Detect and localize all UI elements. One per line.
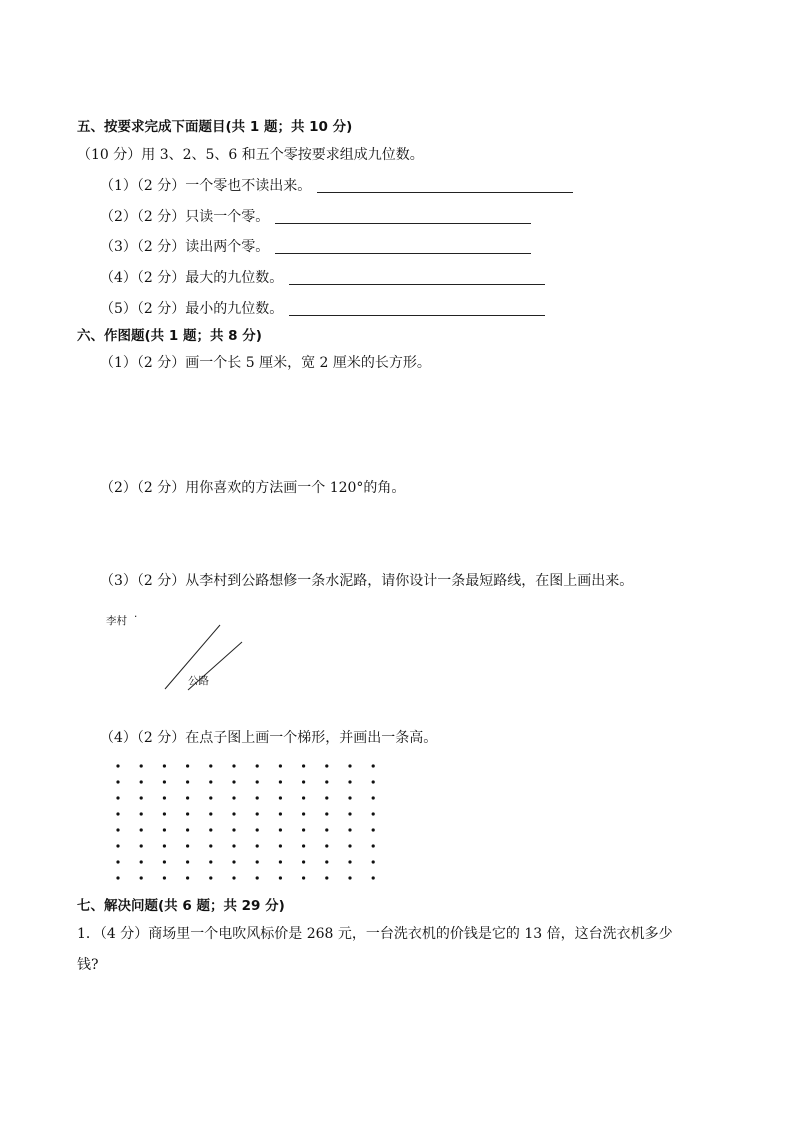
- grid-dot: [232, 860, 235, 863]
- village-label: 李村: [106, 615, 127, 627]
- grid-dot: [116, 796, 119, 799]
- section5-item-5: [100, 299, 545, 319]
- grid-dot: [209, 764, 212, 767]
- grid-dot: [140, 812, 143, 815]
- grid-dot: [302, 812, 305, 815]
- grid-dot: [232, 876, 235, 879]
- grid-dot: [279, 796, 282, 799]
- grid-dot: [209, 796, 212, 799]
- question-label: （5）（2 分）最小的九位数。: [100, 301, 284, 317]
- grid-dot: [256, 844, 259, 847]
- section5-heading: 五、按要求完成下面题目(共 1 题；共 10 分): [77, 119, 353, 135]
- grid-dot: [116, 812, 119, 815]
- grid-dot: [116, 780, 119, 783]
- grid-dot: [325, 844, 328, 847]
- grid-dot: [256, 764, 259, 767]
- grid-dot: [279, 828, 282, 831]
- grid-dot: [163, 828, 166, 831]
- answer-blank[interactable]: [317, 178, 573, 193]
- question-label: （3）（2 分）读出两个零。: [100, 239, 270, 255]
- section6-question-2: （2）（2 分）用你喜欢的方法画一个 120°的角。: [100, 480, 406, 496]
- grid-dot: [209, 860, 212, 863]
- grid-dot: [325, 764, 328, 767]
- grid-dot: [325, 828, 328, 831]
- answer-blank[interactable]: [275, 209, 531, 224]
- grid-dot: [348, 796, 351, 799]
- grid-dot: [209, 828, 212, 831]
- grid-dot: [372, 796, 375, 799]
- grid-dot: [348, 844, 351, 847]
- grid-dot: [256, 796, 259, 799]
- grid-dot: [302, 844, 305, 847]
- grid-dot: [186, 812, 189, 815]
- grid-dot: [140, 780, 143, 783]
- grid-dot: [232, 812, 235, 815]
- grid-dot: [302, 780, 305, 783]
- grid-dot: [209, 876, 212, 879]
- section7-question-1-line-2: 钱?: [77, 957, 99, 973]
- answer-blank[interactable]: [275, 239, 531, 254]
- grid-dot: [256, 860, 259, 863]
- grid-dot: [302, 764, 305, 767]
- grid-dot: [209, 812, 212, 815]
- grid-dot: [163, 780, 166, 783]
- grid-dot: [186, 876, 189, 879]
- grid-dot: [372, 764, 375, 767]
- grid-dot: [372, 844, 375, 847]
- grid-dot: [116, 764, 119, 767]
- grid-dot: [163, 764, 166, 767]
- village-dot: ·: [134, 611, 138, 623]
- grid-dot: [140, 828, 143, 831]
- section6-heading: 六、作图题(共 1 题；共 8 分): [77, 328, 262, 344]
- grid-dot: [325, 796, 328, 799]
- grid-dot: [209, 780, 212, 783]
- grid-dot: [279, 844, 282, 847]
- grid-dot: [186, 844, 189, 847]
- grid-dot: [140, 764, 143, 767]
- grid-dot: [325, 780, 328, 783]
- grid-dot: [256, 812, 259, 815]
- grid-dot: [186, 764, 189, 767]
- grid-dot: [348, 764, 351, 767]
- section5-item-1: [100, 176, 573, 196]
- grid-dot: [348, 860, 351, 863]
- grid-dot: [140, 796, 143, 799]
- grid-dot: [372, 780, 375, 783]
- grid-dot: [279, 764, 282, 767]
- grid-dot: [302, 796, 305, 799]
- grid-dot: [232, 764, 235, 767]
- grid-dot: [186, 796, 189, 799]
- grid-dot: [116, 860, 119, 863]
- grid-dot: [232, 844, 235, 847]
- grid-dot: [116, 828, 119, 831]
- grid-dot: [325, 812, 328, 815]
- section6-question-3: （3）（2 分）从李村到公路想修一条水泥路，请你设计一条最短路线，在图上画出来。: [100, 573, 634, 589]
- section5-item-3: [100, 237, 531, 257]
- grid-dot: [163, 876, 166, 879]
- grid-dot: [325, 876, 328, 879]
- grid-dot: [232, 828, 235, 831]
- dot-grid[interactable]: [112, 760, 382, 886]
- question-label: （2）（2 分）只读一个零。: [100, 209, 270, 225]
- grid-dot: [116, 876, 119, 879]
- grid-dot: [140, 860, 143, 863]
- section5-item-4: [100, 268, 545, 288]
- grid-dot: [302, 860, 305, 863]
- grid-dot: [279, 860, 282, 863]
- grid-dot: [372, 860, 375, 863]
- grid-dot: [256, 876, 259, 879]
- grid-dot: [163, 860, 166, 863]
- grid-dot: [256, 828, 259, 831]
- grid-dot: [209, 844, 212, 847]
- grid-dot: [232, 780, 235, 783]
- grid-dot: [279, 812, 282, 815]
- question-label: （4）（2 分）最大的九位数。: [100, 270, 284, 286]
- section6-question-1: （1）（2 分）画一个长 5 厘米，宽 2 厘米的长方形。: [100, 355, 431, 371]
- grid-dot: [372, 828, 375, 831]
- section5-intro: （10 分）用 3、2、5、6 和五个零按要求组成九位数。: [77, 147, 424, 163]
- grid-dot: [279, 876, 282, 879]
- grid-dot: [302, 828, 305, 831]
- grid-dot: [372, 876, 375, 879]
- grid-dot: [140, 876, 143, 879]
- section6-question-4: （4）（2 分）在点子图上画一个梯形，并画出一条高。: [100, 730, 438, 746]
- grid-dot: [348, 876, 351, 879]
- section7-heading: 七、解决问题(共 6 题；共 29 分): [77, 898, 285, 914]
- answer-blank[interactable]: [289, 301, 545, 316]
- grid-dot: [348, 812, 351, 815]
- grid-dot: [348, 780, 351, 783]
- grid-dot: [232, 796, 235, 799]
- grid-dot: [163, 796, 166, 799]
- grid-dot: [279, 780, 282, 783]
- grid-dot: [186, 860, 189, 863]
- section5-item-2: [100, 207, 531, 227]
- grid-dot: [186, 828, 189, 831]
- question-label: （1）（2 分）一个零也不读出来。: [100, 178, 312, 194]
- grid-dot: [163, 812, 166, 815]
- grid-dot: [348, 828, 351, 831]
- grid-dot: [116, 844, 119, 847]
- grid-dot: [186, 780, 189, 783]
- grid-dot: [302, 876, 305, 879]
- road-label: 公路: [188, 675, 209, 687]
- grid-dot: [256, 780, 259, 783]
- grid-dot: [325, 860, 328, 863]
- section7-question-1-line-1: 1．（4 分）商场里一个电吹风标价是 268 元，一台洗衣机的价钱是它的 13 倍，这台洗衣机多少: [77, 926, 673, 942]
- answer-blank[interactable]: [289, 270, 545, 285]
- grid-dot: [140, 844, 143, 847]
- grid-dot: [163, 844, 166, 847]
- grid-dot: [372, 812, 375, 815]
